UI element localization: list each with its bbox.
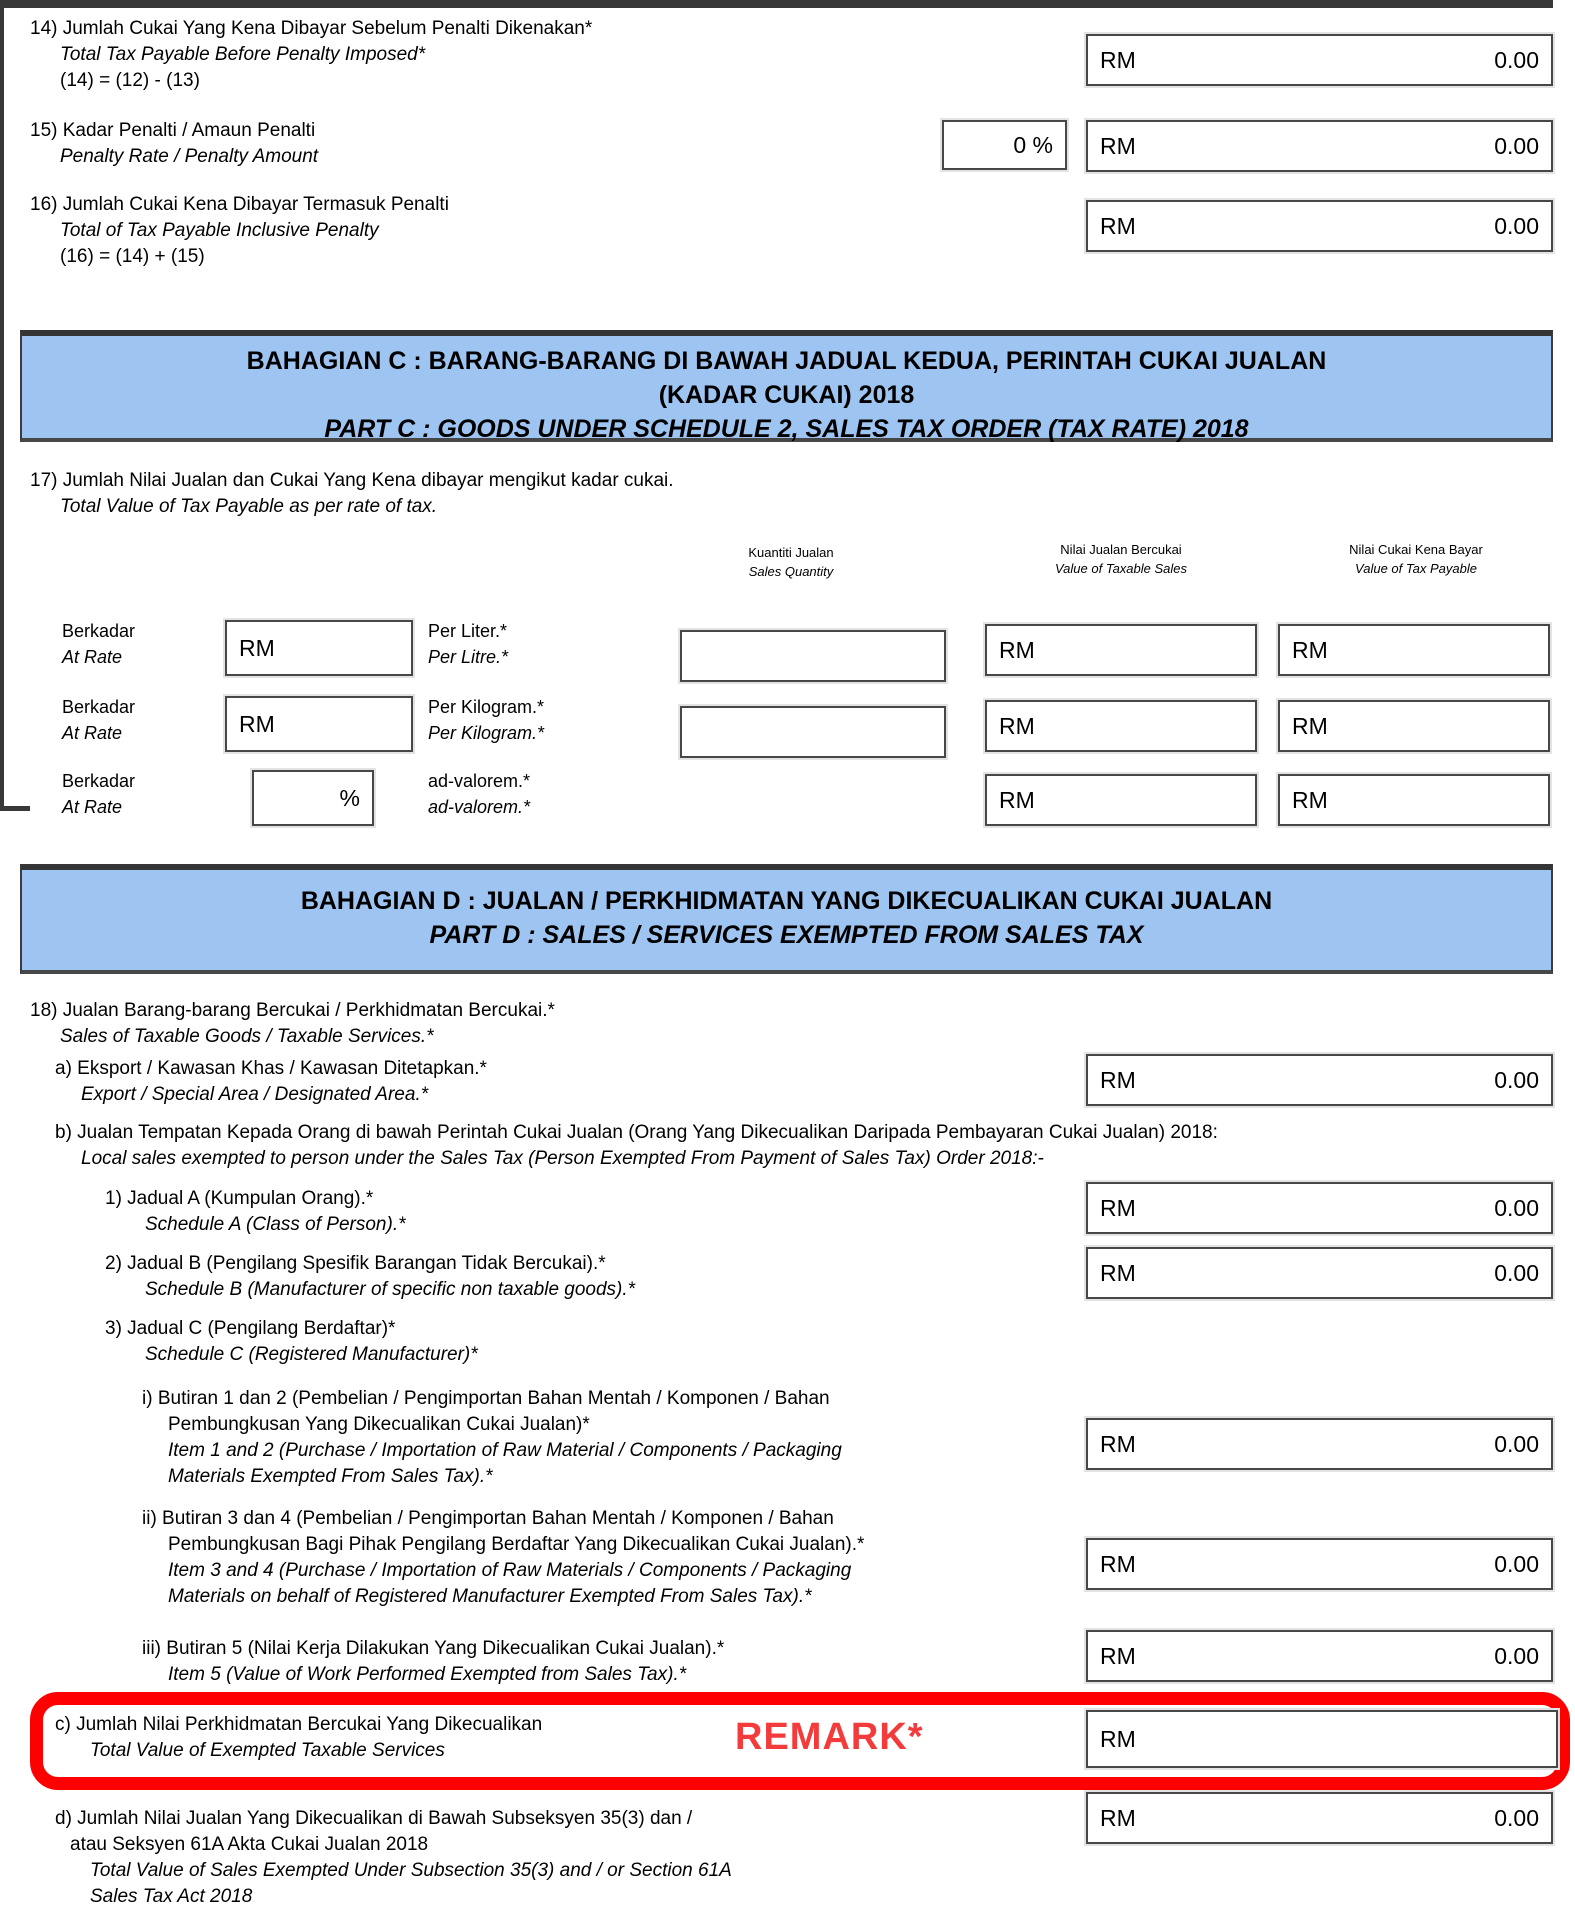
field-17-rate-per-liter[interactable]	[225, 620, 413, 676]
item-17-line1: 17) Jumlah Nilai Jualan dan Cukai Yang Kena dibayar mengikut kadar cukai.	[30, 470, 674, 491]
item-18b3ii-line1: ii) Butiran 3 dan 4 (Pembelian / Pengimportan Bahan Mentah / Komponen / Bahan	[142, 1508, 834, 1529]
currency-prefix: RM	[1100, 1642, 1136, 1669]
part-d-header-line2: PART D : SALES / SERVICES EXEMPTED FROM SALES TAX	[429, 921, 1144, 949]
item-18c-label	[55, 1712, 542, 1764]
item-18b3i-line2: Pembungkusan Yang Dikecualikan Cukai Jualan)*	[168, 1414, 590, 1435]
form-left-border	[0, 0, 4, 810]
currency-prefix: RM	[999, 712, 1035, 739]
part-c-header-line3: PART C : GOODS UNDER SCHEDULE 2, SALES TAX ORDER (TAX RATE) 2018	[324, 415, 1249, 443]
item-16-label	[30, 192, 449, 270]
field-17-tax-advalorem[interactable]	[1278, 774, 1550, 826]
item-18b3-label	[105, 1316, 478, 1368]
item-18d-line1: d) Jumlah Nilai Jualan Yang Dikecualikan di Bawah Subseksyen 35(3) dan /	[55, 1808, 693, 1829]
item-18b3i-label	[142, 1386, 842, 1490]
currency-prefix: RM	[1100, 1550, 1136, 1577]
item-18-line2: Sales of Taxable Goods / Taxable Services.*	[60, 1026, 434, 1047]
field-18b1-amount[interactable]	[1086, 1182, 1553, 1234]
amount-value: 0.00	[1494, 132, 1539, 159]
item-18c-line1: c) Jumlah Nilai Perkhidmatan Bercukai Yang Dikecualikan	[55, 1714, 543, 1735]
form-left-border-foot	[0, 806, 30, 811]
currency-prefix: RM	[1100, 132, 1136, 159]
amount-value: 0.00	[1494, 1550, 1539, 1577]
rate-unit-en: ad-valorem.*	[428, 797, 531, 817]
item-14-line1: 14) Jumlah Cukai Yang Kena Dibayar Sebelum Penalti Dikenakan*	[30, 18, 593, 39]
part-c-header	[20, 330, 1553, 442]
rate-label-my: Berkadar	[62, 621, 136, 641]
item-16-line2: Total of Tax Payable Inclusive Penalty	[60, 220, 379, 241]
currency-prefix: RM	[1100, 1430, 1136, 1457]
column-header-my: Nilai Cukai Kena Bayar	[1349, 542, 1483, 557]
rate-label-en: At Rate	[62, 723, 123, 743]
item-18b3i-line1: i) Butiran 1 dan 2 (Pembelian / Pengimportan Bahan Mentah / Komponen / Bahan	[142, 1388, 830, 1409]
amount-value: 0.00	[1494, 1642, 1539, 1669]
currency-prefix: RM	[1100, 1066, 1136, 1093]
item-18b2-label	[105, 1251, 635, 1303]
item-15-line2: Penalty Rate / Penalty Amount	[60, 146, 319, 167]
field-17-sales-per-kilogram[interactable]	[985, 700, 1257, 752]
field-15-penalty-amount[interactable]	[1086, 120, 1553, 172]
item-18d-line2: atau Seksyen 61A Akta Cukai Jualan 2018	[70, 1834, 429, 1855]
part-c-header-line1: BAHAGIAN C : BARANG-BARANG DI BAWAH JADUAL KEDUA, PERINTAH CUKAI JUALAN	[246, 347, 1327, 375]
rate-unit-label	[428, 694, 544, 746]
field-17-sales-per-liter[interactable]	[985, 624, 1257, 676]
item-17-line2: Total Value of Tax Payable as per rate of tax.	[60, 496, 438, 517]
item-18b3i-line3: Item 1 and 2 (Purchase / Importation of Raw Material / Components / Packaging	[168, 1440, 842, 1461]
item-18b2-line2: Schedule B (Manufacturer of specific non taxable goods).*	[145, 1279, 636, 1300]
item-18b-line2: Local sales exempted to person under the Sales Tax (Person Exempted From Payment of Sales Tax) Order 2018:-	[81, 1148, 1044, 1169]
item-18-label	[30, 998, 555, 1050]
rate-label-my: Berkadar	[62, 771, 136, 791]
item-18a-line1: a) Eksport / Kawasan Khas / Kawasan Ditetapkan.*	[55, 1058, 487, 1079]
field-17-rate-advalorem-percent[interactable]	[252, 770, 374, 826]
field-18c-amount[interactable]	[1086, 1710, 1558, 1768]
field-17-tax-per-liter[interactable]	[1278, 624, 1550, 676]
rate-label-en: At Rate	[62, 647, 123, 667]
field-17-qty-per-kilogram[interactable]	[680, 706, 946, 758]
rate-unit-my: Per Liter.*	[428, 621, 508, 641]
rate-unit-en: Per Litre.*	[428, 647, 509, 667]
item-18d-line3: Total Value of Sales Exempted Under Subsection 35(3) and / or Section 61A	[90, 1860, 732, 1881]
amount-value: 0.00	[1494, 1430, 1539, 1457]
column-header-en: Sales Quantity	[748, 564, 834, 579]
item-18c-line2: Total Value of Exempted Taxable Services	[90, 1740, 445, 1761]
field-18b3ii-amount[interactable]	[1086, 1538, 1553, 1590]
item-14-line2: Total Tax Payable Before Penalty Imposed*	[60, 44, 426, 65]
item-17-label	[30, 468, 674, 520]
currency-prefix: RM	[1292, 636, 1328, 663]
currency-prefix: RM	[1100, 1804, 1136, 1831]
item-18b3-line1: 3) Jadual C (Pengilang Berdaftar)*	[105, 1318, 396, 1339]
item-18b3ii-line2: Pembungkusan Bagi Pihak Pengilang Berdaftar Yang Dikecualikan Cukai Jualan).*	[168, 1534, 865, 1555]
field-18a-amount[interactable]	[1086, 1054, 1553, 1106]
field-18b2-amount[interactable]	[1086, 1247, 1553, 1299]
item-18b3ii-label	[142, 1506, 864, 1610]
currency-prefix: RM	[1292, 712, 1328, 739]
field-17-sales-advalorem[interactable]	[985, 774, 1257, 826]
field-17-tax-per-kilogram[interactable]	[1278, 700, 1550, 752]
rate-unit-label	[428, 618, 508, 670]
column-header-taxable-sales	[985, 540, 1257, 578]
item-14-formula: (14) = (12) - (13)	[60, 70, 200, 91]
field-15-penalty-rate[interactable]	[942, 120, 1067, 170]
rate-row-label	[62, 618, 135, 670]
item-18b-label	[55, 1120, 1218, 1172]
rate-label-my: Berkadar	[62, 697, 136, 717]
item-18b3-line2: Schedule C (Registered Manufacturer)*	[145, 1344, 478, 1365]
column-header-en: Value of Taxable Sales	[1054, 561, 1188, 576]
column-header-en: Value of Tax Payable	[1355, 561, 1477, 576]
item-18b3iii-label	[142, 1636, 724, 1688]
column-header-my: Nilai Jualan Bercukai	[1060, 542, 1182, 557]
rate-label-en: At Rate	[62, 797, 123, 817]
currency-prefix: RM	[1100, 1725, 1136, 1752]
amount-value: 0.00	[1494, 212, 1539, 239]
field-16-total-inclusive-penalty[interactable]	[1086, 200, 1553, 252]
form-top-border	[0, 0, 1553, 8]
amount-value: 0.00	[1494, 1259, 1539, 1286]
item-15-label	[30, 118, 318, 170]
currency-prefix: RM	[239, 634, 275, 661]
currency-prefix: RM	[1100, 212, 1136, 239]
field-14-total-before-penalty[interactable]	[1086, 34, 1553, 86]
percent-symbol: %	[339, 784, 360, 811]
item-16-formula: (16) = (14) + (15)	[60, 246, 205, 267]
item-18b-line1: b) Jualan Tempatan Kepada Orang di bawah Perintah Cukai Jualan (Orang Yang Dikecualikan Daripada Pembayaran Cukai Jualan) 2018:	[55, 1122, 1218, 1143]
amount-value: 0.00	[1494, 1066, 1539, 1093]
field-17-rate-per-kilogram[interactable]	[225, 696, 413, 752]
remark-annotation: REMARK*	[735, 1716, 924, 1758]
currency-prefix: RM	[1100, 1194, 1136, 1221]
item-18b2-line1: 2) Jadual B (Pengilang Spesifik Barangan Tidak Bercukai).*	[105, 1253, 606, 1274]
item-18b3i-line4: Materials Exempted From Sales Tax).*	[168, 1466, 493, 1487]
item-18b3iii-line2: Item 5 (Value of Work Performed Exempted from Sales Tax).*	[168, 1664, 687, 1685]
item-18b1-label	[105, 1186, 406, 1238]
rate-unit-en: Per Kilogram.*	[428, 723, 545, 743]
currency-prefix: RM	[239, 710, 275, 737]
column-header-sales-quantity	[656, 543, 926, 581]
item-18b3ii-line3: Item 3 and 4 (Purchase / Importation of Raw Materials / Components / Packaging	[168, 1560, 852, 1581]
field-17-qty-per-liter[interactable]	[680, 630, 946, 682]
amount-value: 0.00	[1494, 1804, 1539, 1831]
item-18b3iii-line1: iii) Butiran 5 (Nilai Kerja Dilakukan Yang Dikecualikan Cukai Jualan).*	[142, 1638, 725, 1659]
currency-prefix: RM	[1100, 1259, 1136, 1286]
item-18b1-line1: 1) Jadual A (Kumpulan Orang).*	[105, 1188, 374, 1209]
item-14-label	[30, 16, 592, 94]
part-c-header-line2: (KADAR CUKAI) 2018	[658, 381, 915, 409]
currency-prefix: RM	[999, 636, 1035, 663]
rate-row-label	[62, 694, 135, 746]
item-18b1-line2: Schedule A (Class of Person).*	[145, 1214, 406, 1235]
item-16-line1: 16) Jumlah Cukai Kena Dibayar Termasuk Penalti	[30, 194, 449, 215]
currency-prefix: RM	[1100, 46, 1136, 73]
amount-value: 0.00	[1494, 46, 1539, 73]
part-d-header-line1: BAHAGIAN D : JUALAN / PERKHIDMATAN YANG DIKECUALIKAN CUKAI JUALAN	[300, 887, 1273, 915]
amount-value: 0.00	[1494, 1194, 1539, 1221]
column-header-my: Kuantiti Jualan	[748, 545, 834, 560]
currency-prefix: RM	[999, 786, 1035, 813]
field-18d-amount[interactable]	[1086, 1792, 1553, 1844]
column-header-tax-payable	[1280, 540, 1552, 578]
rate-unit-my: ad-valorem.*	[428, 771, 531, 791]
rate-unit-my: Per Kilogram.*	[428, 697, 545, 717]
item-18a-line2: Export / Special Area / Designated Area.*	[81, 1084, 429, 1105]
rate-unit-label	[428, 768, 530, 820]
item-18a-label	[55, 1056, 487, 1108]
item-18-line1: 18) Jualan Barang-barang Bercukai / Perkhidmatan Bercukai.*	[30, 1000, 555, 1021]
item-18b3ii-line4: Materials on behalf of Registered Manufacturer Exempted From Sales Tax).*	[168, 1586, 812, 1607]
rate-row-label	[62, 768, 135, 820]
field-18b3i-amount[interactable]	[1086, 1418, 1553, 1470]
item-15-line1: 15) Kadar Penalti / Amaun Penalti	[30, 120, 316, 141]
penalty-rate-value: 0 %	[1013, 131, 1053, 158]
part-d-header	[20, 864, 1553, 974]
field-18b3iii-amount[interactable]	[1086, 1630, 1553, 1682]
currency-prefix: RM	[1292, 786, 1328, 813]
item-18d-label	[55, 1806, 732, 1910]
item-18d-line4: Sales Tax Act 2018	[90, 1886, 253, 1907]
